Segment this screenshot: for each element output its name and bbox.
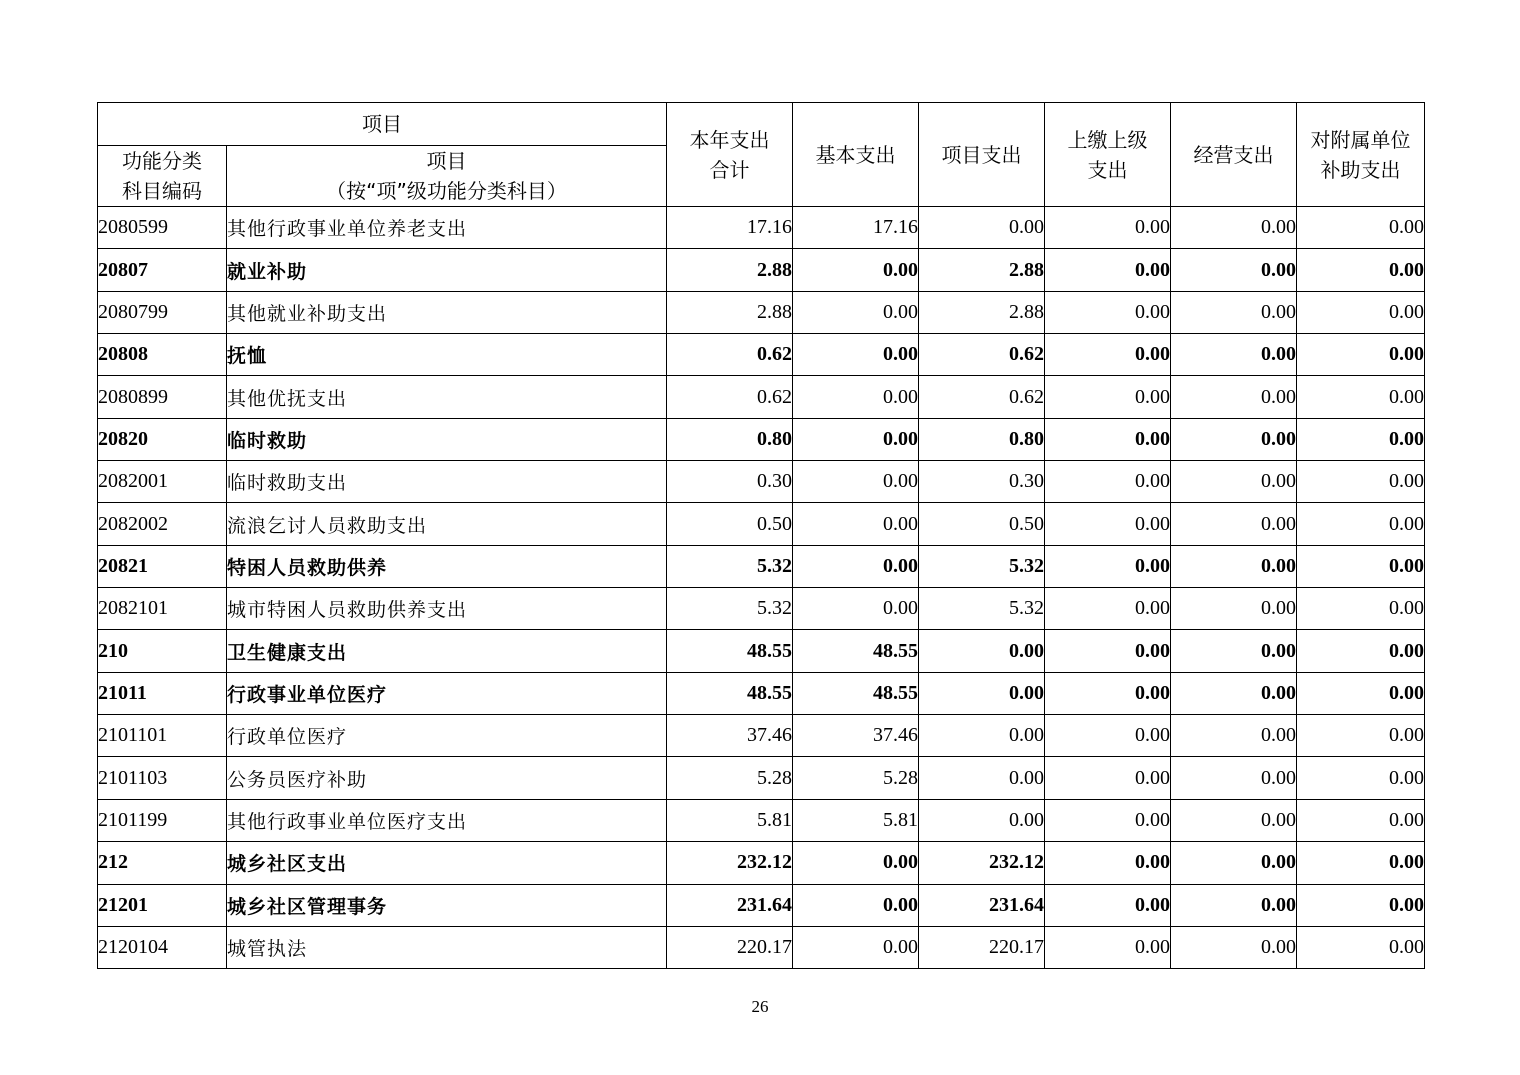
total-cell: 0.50 bbox=[667, 503, 793, 545]
table-row bbox=[98, 461, 1425, 503]
total-cell: 2.88 bbox=[667, 249, 793, 291]
business-cell: 0.00 bbox=[1171, 842, 1297, 884]
total-cell: 0.62 bbox=[667, 334, 793, 376]
total-cell: 5.28 bbox=[667, 757, 793, 799]
total-cell: 0.80 bbox=[667, 418, 793, 460]
table-row bbox=[98, 588, 1425, 630]
basic-cell: 0.00 bbox=[793, 884, 919, 926]
subsidiary-cell: 0.00 bbox=[1297, 291, 1425, 333]
business-cell: 0.00 bbox=[1171, 503, 1297, 545]
project-header: 项目支出 bbox=[919, 103, 1045, 207]
code-header: 功能分类 科目编码 bbox=[98, 146, 227, 207]
basic-cell: 0.00 bbox=[793, 842, 919, 884]
basic-header: 基本支出 bbox=[793, 103, 919, 207]
upper-cell: 0.00 bbox=[1045, 672, 1171, 714]
code-cell: 2101101 bbox=[98, 715, 227, 757]
total-cell: 231.64 bbox=[667, 884, 793, 926]
total-cell: 48.55 bbox=[667, 672, 793, 714]
expenditure-table bbox=[97, 102, 1425, 969]
code-cell: 20820 bbox=[98, 418, 227, 460]
code-cell: 20808 bbox=[98, 334, 227, 376]
name-cell: 抚恤 bbox=[227, 334, 667, 376]
table-row bbox=[98, 334, 1425, 376]
code-cell: 2120104 bbox=[98, 926, 227, 968]
subsidiary-cell: 0.00 bbox=[1297, 842, 1425, 884]
total-header: 本年支出 合计 bbox=[667, 103, 793, 207]
basic-cell: 0.00 bbox=[793, 334, 919, 376]
basic-cell: 0.00 bbox=[793, 291, 919, 333]
business-header: 经营支出 bbox=[1171, 103, 1297, 207]
table-row bbox=[98, 842, 1425, 884]
subsidiary-cell: 0.00 bbox=[1297, 588, 1425, 630]
upper-cell: 0.00 bbox=[1045, 376, 1171, 418]
business-cell: 0.00 bbox=[1171, 884, 1297, 926]
business-cell: 0.00 bbox=[1171, 926, 1297, 968]
subsidiary-cell: 0.00 bbox=[1297, 334, 1425, 376]
subsidiary-cell: 0.00 bbox=[1297, 207, 1425, 249]
upper-cell: 0.00 bbox=[1045, 630, 1171, 672]
upper-cell: 0.00 bbox=[1045, 418, 1171, 460]
table-row bbox=[98, 418, 1425, 460]
upper-cell: 0.00 bbox=[1045, 799, 1171, 841]
name-cell: 其他优抚支出 bbox=[227, 376, 667, 418]
name-cell: 卫生健康支出 bbox=[227, 630, 667, 672]
table-row bbox=[98, 207, 1425, 249]
project-cell: 231.64 bbox=[919, 884, 1045, 926]
basic-cell: 5.28 bbox=[793, 757, 919, 799]
code-cell: 2082001 bbox=[98, 461, 227, 503]
total-cell: 220.17 bbox=[667, 926, 793, 968]
project-cell: 0.62 bbox=[919, 334, 1045, 376]
subsidiary-cell: 0.00 bbox=[1297, 757, 1425, 799]
code-cell: 210 bbox=[98, 630, 227, 672]
project-cell: 0.50 bbox=[919, 503, 1045, 545]
project-cell: 232.12 bbox=[919, 842, 1045, 884]
project-cell: 0.00 bbox=[919, 630, 1045, 672]
total-cell: 5.32 bbox=[667, 588, 793, 630]
table-row bbox=[98, 503, 1425, 545]
name-cell: 其他行政事业单位医疗支出 bbox=[227, 799, 667, 841]
table-row bbox=[98, 376, 1425, 418]
basic-cell: 0.00 bbox=[793, 588, 919, 630]
basic-cell: 0.00 bbox=[793, 545, 919, 587]
page-number: 26 bbox=[751, 997, 769, 1016]
basic-cell: 0.00 bbox=[793, 418, 919, 460]
upper-cell: 0.00 bbox=[1045, 842, 1171, 884]
total-cell: 5.32 bbox=[667, 545, 793, 587]
total-cell: 5.81 bbox=[667, 799, 793, 841]
name-header: 项目 （按“项”级功能分类科目） bbox=[227, 146, 667, 207]
project-cell: 0.00 bbox=[919, 757, 1045, 799]
basic-cell: 5.81 bbox=[793, 799, 919, 841]
name-cell: 公务员医疗补助 bbox=[227, 757, 667, 799]
basic-cell: 0.00 bbox=[793, 376, 919, 418]
upper-cell: 0.00 bbox=[1045, 249, 1171, 291]
upper-cell: 0.00 bbox=[1045, 503, 1171, 545]
code-cell: 2101103 bbox=[98, 757, 227, 799]
table-row bbox=[98, 715, 1425, 757]
business-cell: 0.00 bbox=[1171, 799, 1297, 841]
business-cell: 0.00 bbox=[1171, 207, 1297, 249]
name-cell: 其他行政事业单位养老支出 bbox=[227, 207, 667, 249]
upper-cell: 0.00 bbox=[1045, 715, 1171, 757]
basic-cell: 0.00 bbox=[793, 926, 919, 968]
project-cell: 0.62 bbox=[919, 376, 1045, 418]
table-body bbox=[98, 207, 1425, 969]
upper-cell: 0.00 bbox=[1045, 757, 1171, 799]
table-row bbox=[98, 630, 1425, 672]
code-cell: 21011 bbox=[98, 672, 227, 714]
code-cell: 2082002 bbox=[98, 503, 227, 545]
code-cell: 2080799 bbox=[98, 291, 227, 333]
code-cell: 20807 bbox=[98, 249, 227, 291]
name-cell: 临时救助 bbox=[227, 418, 667, 460]
name-cell: 城市特困人员救助供养支出 bbox=[227, 588, 667, 630]
name-cell: 就业补助 bbox=[227, 249, 667, 291]
table-row bbox=[98, 884, 1425, 926]
name-cell: 城乡社区管理事务 bbox=[227, 884, 667, 926]
subsidiary-cell: 0.00 bbox=[1297, 503, 1425, 545]
subsidiary-header: 对附属单位 补助支出 bbox=[1297, 103, 1425, 207]
subsidiary-cell: 0.00 bbox=[1297, 884, 1425, 926]
name-cell: 行政单位医疗 bbox=[227, 715, 667, 757]
upper-header: 上缴上级 支出 bbox=[1045, 103, 1171, 207]
header-row-1 bbox=[98, 103, 1425, 146]
subsidiary-cell: 0.00 bbox=[1297, 715, 1425, 757]
subsidiary-cell: 0.00 bbox=[1297, 249, 1425, 291]
upper-cell: 0.00 bbox=[1045, 291, 1171, 333]
business-cell: 0.00 bbox=[1171, 588, 1297, 630]
code-cell: 212 bbox=[98, 842, 227, 884]
name-cell: 行政事业单位医疗 bbox=[227, 672, 667, 714]
project-cell: 0.00 bbox=[919, 207, 1045, 249]
table-row bbox=[98, 757, 1425, 799]
project-cell: 0.00 bbox=[919, 799, 1045, 841]
subsidiary-cell: 0.00 bbox=[1297, 799, 1425, 841]
total-cell: 48.55 bbox=[667, 630, 793, 672]
basic-cell: 17.16 bbox=[793, 207, 919, 249]
project-cell: 0.00 bbox=[919, 672, 1045, 714]
business-cell: 0.00 bbox=[1171, 291, 1297, 333]
total-cell: 232.12 bbox=[667, 842, 793, 884]
upper-cell: 0.00 bbox=[1045, 545, 1171, 587]
basic-cell: 0.00 bbox=[793, 503, 919, 545]
total-cell: 37.46 bbox=[667, 715, 793, 757]
subsidiary-cell: 0.00 bbox=[1297, 926, 1425, 968]
code-cell: 20821 bbox=[98, 545, 227, 587]
subsidiary-cell: 0.00 bbox=[1297, 672, 1425, 714]
subsidiary-cell: 0.00 bbox=[1297, 461, 1425, 503]
total-cell: 17.16 bbox=[667, 207, 793, 249]
project-cell: 2.88 bbox=[919, 291, 1045, 333]
basic-cell: 0.00 bbox=[793, 461, 919, 503]
upper-cell: 0.00 bbox=[1045, 884, 1171, 926]
table-row bbox=[98, 926, 1425, 968]
subsidiary-cell: 0.00 bbox=[1297, 630, 1425, 672]
code-cell: 2080899 bbox=[98, 376, 227, 418]
upper-cell: 0.00 bbox=[1045, 926, 1171, 968]
business-cell: 0.00 bbox=[1171, 630, 1297, 672]
business-cell: 0.00 bbox=[1171, 545, 1297, 587]
upper-cell: 0.00 bbox=[1045, 588, 1171, 630]
upper-cell: 0.00 bbox=[1045, 334, 1171, 376]
business-cell: 0.00 bbox=[1171, 757, 1297, 799]
total-cell: 0.30 bbox=[667, 461, 793, 503]
upper-cell: 0.00 bbox=[1045, 461, 1171, 503]
code-cell: 2101199 bbox=[98, 799, 227, 841]
table-row bbox=[98, 291, 1425, 333]
name-cell: 流浪乞讨人员救助支出 bbox=[227, 503, 667, 545]
basic-cell: 48.55 bbox=[793, 672, 919, 714]
table-row bbox=[98, 249, 1425, 291]
business-cell: 0.00 bbox=[1171, 461, 1297, 503]
subsidiary-cell: 0.00 bbox=[1297, 376, 1425, 418]
project-cell: 0.80 bbox=[919, 418, 1045, 460]
project-cell: 0.00 bbox=[919, 715, 1045, 757]
business-cell: 0.00 bbox=[1171, 715, 1297, 757]
business-cell: 0.00 bbox=[1171, 672, 1297, 714]
name-cell: 特困人员救助供养 bbox=[227, 545, 667, 587]
table-row bbox=[98, 545, 1425, 587]
basic-cell: 48.55 bbox=[793, 630, 919, 672]
project-cell: 0.30 bbox=[919, 461, 1045, 503]
basic-cell: 0.00 bbox=[793, 249, 919, 291]
total-cell: 0.62 bbox=[667, 376, 793, 418]
name-cell: 城乡社区支出 bbox=[227, 842, 667, 884]
business-cell: 0.00 bbox=[1171, 249, 1297, 291]
business-cell: 0.00 bbox=[1171, 376, 1297, 418]
code-cell: 21201 bbox=[98, 884, 227, 926]
subsidiary-cell: 0.00 bbox=[1297, 545, 1425, 587]
business-cell: 0.00 bbox=[1171, 418, 1297, 460]
upper-cell: 0.00 bbox=[1045, 207, 1171, 249]
item-group-header: 项目 bbox=[98, 103, 667, 146]
basic-cell: 37.46 bbox=[793, 715, 919, 757]
project-cell: 2.88 bbox=[919, 249, 1045, 291]
project-cell: 220.17 bbox=[919, 926, 1045, 968]
subsidiary-cell: 0.00 bbox=[1297, 418, 1425, 460]
project-cell: 5.32 bbox=[919, 545, 1045, 587]
project-cell: 5.32 bbox=[919, 588, 1045, 630]
table-row bbox=[98, 799, 1425, 841]
table-row bbox=[98, 672, 1425, 714]
code-cell: 2080599 bbox=[98, 207, 227, 249]
code-cell: 2082101 bbox=[98, 588, 227, 630]
business-cell: 0.00 bbox=[1171, 334, 1297, 376]
name-cell: 其他就业补助支出 bbox=[227, 291, 667, 333]
name-cell: 临时救助支出 bbox=[227, 461, 667, 503]
total-cell: 2.88 bbox=[667, 291, 793, 333]
name-cell: 城管执法 bbox=[227, 926, 667, 968]
